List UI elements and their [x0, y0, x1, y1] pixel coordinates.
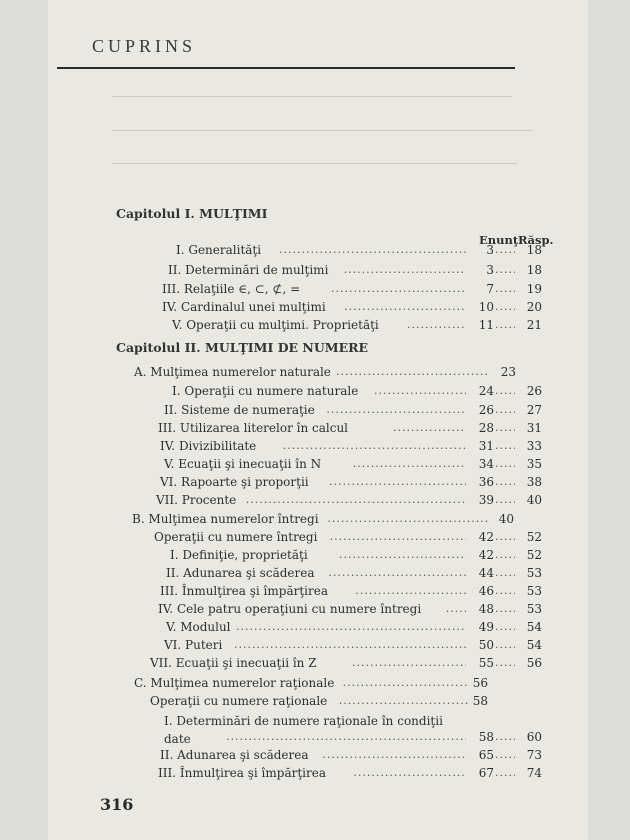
- page-ref-raspuns: 53: [526, 602, 542, 616]
- leader-dots: [495, 475, 515, 489]
- page-ref-enunt: 40: [498, 512, 514, 526]
- page-ref-enunt: 11: [478, 318, 494, 332]
- leader-dots: [495, 493, 515, 507]
- toc-entry-label: C. Mulţimea numerelor raţionale: [134, 676, 335, 690]
- chapter-2-heading: Capitolul II. MULŢIMI DE NUMERE: [116, 340, 369, 355]
- page-ref-raspuns: 54: [526, 620, 542, 634]
- toc-entry-label: I. Operaţii cu numere naturale: [172, 384, 359, 398]
- leader-dots: [495, 730, 515, 744]
- page-ref-raspuns: 53: [526, 566, 542, 580]
- toc-entry: [0, 638, 630, 654]
- page-ref-enunt: 46: [478, 584, 494, 598]
- leader-dots: [495, 748, 515, 762]
- toc-entry: [0, 584, 630, 600]
- page-ref-raspuns: 21: [526, 318, 542, 332]
- section-a: [0, 365, 630, 381]
- toc-entry: [0, 656, 630, 672]
- page-ref-raspuns: 56: [526, 656, 542, 670]
- page-ref-enunt: 24: [478, 384, 494, 398]
- page-ref-enunt: 31: [478, 439, 494, 453]
- leader-dots: [495, 318, 515, 332]
- page-ref-enunt: 36: [478, 475, 494, 489]
- page-ref-enunt: 56: [472, 676, 488, 690]
- page-ref-raspuns: 52: [526, 548, 542, 562]
- toc-entry-label: A. Mulţimea numerelor naturale: [134, 365, 331, 379]
- page-ref-enunt: 39: [478, 493, 494, 507]
- page-ref-enunt: 23: [500, 365, 516, 379]
- page-ref-raspuns: 60: [526, 730, 542, 744]
- toc-entry-label: IV. Divizibilitate: [160, 439, 257, 453]
- leader-dots: [330, 530, 466, 544]
- page-ref-enunt: 34: [478, 457, 494, 471]
- page-ref-raspuns: 40: [526, 493, 542, 507]
- toc-entry-label: VII. Ecuaţii şi inecuaţii în Z: [150, 656, 317, 670]
- toc-entry: [0, 766, 630, 782]
- toc-entry-label: V. Operaţii cu mulţimi. Proprietăţi: [172, 318, 379, 332]
- leader-dots: [339, 694, 468, 708]
- page-ref-raspuns: 74: [526, 766, 542, 780]
- leader-dots: [344, 263, 466, 277]
- page-ref-enunt: 44: [478, 566, 494, 580]
- leader-dots: [495, 282, 515, 296]
- leader-dots: [495, 620, 515, 634]
- toc-entry: [0, 602, 630, 618]
- leader-dots: [446, 602, 466, 616]
- leader-dots: [495, 457, 515, 471]
- toc-entry-label: V. Modulul: [166, 620, 231, 634]
- page-ref-enunt: 67: [478, 766, 494, 780]
- leader-dots: [495, 656, 515, 670]
- leader-dots: [326, 403, 466, 417]
- toc-entry-label: B. Mulţimea numerelor întregi: [132, 512, 319, 526]
- page-ref-raspuns: 38: [526, 475, 542, 489]
- page-ref-raspuns: 35: [526, 457, 542, 471]
- toc-entry: [0, 318, 630, 334]
- page-ref-raspuns: 73: [526, 748, 542, 762]
- leader-dots: [495, 421, 515, 435]
- page-ref-raspuns: 18: [526, 263, 542, 277]
- page-ref-enunt: 58: [472, 694, 488, 708]
- page-ref-enunt: 7: [486, 282, 494, 296]
- toc-entry-label: III. Înmulţirea şi împărţirea: [160, 584, 328, 598]
- divider: [112, 96, 512, 97]
- leader-dots: [495, 439, 515, 453]
- leader-dots: [495, 566, 515, 580]
- leader-dots: [322, 748, 466, 762]
- column-header-enunt: Enunţ: [479, 233, 519, 247]
- page-ref-raspuns: 27: [526, 403, 542, 417]
- toc-entry: [0, 475, 630, 491]
- leader-dots: [407, 318, 466, 332]
- toc-entry-label: V. Ecuaţii şi inecuaţii în N: [164, 457, 322, 471]
- toc-entry-label: Operaţii cu numere întregi: [154, 530, 318, 544]
- subsection-b: [0, 530, 630, 546]
- toc-entry-label: VI. Rapoarte şi proporţii: [160, 475, 309, 489]
- toc-entry: [0, 457, 630, 473]
- toc-entry: [0, 282, 630, 298]
- toc-entry: [0, 263, 630, 279]
- page-ref-enunt: 3: [486, 263, 494, 277]
- page-ref-enunt: 55: [478, 656, 494, 670]
- toc-entry: [0, 439, 630, 455]
- leader-dots: [339, 548, 466, 562]
- toc-entry-label: I. Definiţie, proprietăţi: [170, 548, 308, 562]
- divider: [112, 163, 517, 164]
- page-ref-raspuns: 19: [526, 282, 542, 296]
- leader-dots: [226, 730, 466, 744]
- toc-entry-label: II. Determinări de mulţimi: [168, 263, 329, 277]
- page-ref-raspuns: 18: [526, 243, 542, 257]
- page-title: CUPRINS: [92, 36, 197, 56]
- leader-dots: [328, 566, 466, 580]
- toc-entry: [0, 566, 630, 582]
- leader-dots: [246, 493, 466, 507]
- leader-dots: [352, 656, 466, 670]
- page-ref-enunt: 42: [478, 530, 494, 544]
- toc-entry: [0, 712, 630, 748]
- leader-dots: [374, 384, 466, 398]
- page-ref-enunt: 49: [478, 620, 494, 634]
- toc-entry-label: IV. Cele patru operaţiuni cu numere întregi: [158, 602, 422, 616]
- toc-entry: [0, 403, 630, 419]
- toc-entry: [0, 384, 630, 400]
- leader-dots: [495, 263, 515, 277]
- page-ref-enunt: 48: [478, 602, 494, 616]
- page-ref-raspuns: 20: [526, 300, 542, 314]
- toc-entry-label: III. Relaţiile ∈, ⊂, ⊄, =: [162, 282, 301, 296]
- toc-entry-label: III. Utilizarea literelor în calcul: [158, 421, 349, 435]
- divider: [112, 130, 532, 131]
- leader-dots: [355, 584, 466, 598]
- section-b: [0, 512, 630, 528]
- page-ref-enunt: 58: [478, 730, 494, 744]
- toc-entry-label: II. Sisteme de numeraţie: [164, 403, 315, 417]
- toc-entry: [0, 620, 630, 636]
- page-ref-raspuns: 31: [526, 421, 542, 435]
- leader-dots: [353, 766, 466, 780]
- leader-dots: [495, 530, 515, 544]
- page-ref-enunt: 10: [478, 300, 494, 314]
- toc-entry: [0, 243, 630, 259]
- leader-dots: [327, 512, 488, 526]
- toc-entry: [0, 421, 630, 437]
- toc-entry-label: I. Generalităţi: [176, 243, 262, 257]
- page-ref-enunt: 65: [478, 748, 494, 762]
- page-ref-raspuns: 33: [526, 439, 542, 453]
- leader-dots: [495, 243, 515, 257]
- leader-dots: [336, 365, 488, 379]
- leader-dots: [495, 548, 515, 562]
- column-header-rasp: Răsp.: [518, 233, 554, 247]
- toc-entry-label: VI. Puteri: [164, 638, 223, 652]
- chapter-1-heading: Capitolul I. MULŢIMI: [116, 206, 268, 221]
- leader-dots: [495, 403, 515, 417]
- page-ref-raspuns: 53: [526, 584, 542, 598]
- page-number: 316: [100, 795, 134, 814]
- subsection-c: [0, 694, 630, 710]
- page-ref-enunt: 26: [478, 403, 494, 417]
- toc-entry-label: III. Înmulţirea şi împărţirea: [158, 766, 326, 780]
- leader-dots: [344, 300, 466, 314]
- leader-dots: [329, 475, 466, 489]
- title-rule: [57, 67, 515, 69]
- section-c: [0, 676, 630, 692]
- leader-dots: [495, 602, 515, 616]
- page-ref-raspuns: 54: [526, 638, 542, 652]
- toc-entry-label: IV. Cardinalul unei mulţimi: [162, 300, 326, 314]
- leader-dots: [495, 300, 515, 314]
- page-ref-raspuns: 52: [526, 530, 542, 544]
- toc-entry: [0, 493, 630, 509]
- toc-entry: [0, 748, 630, 764]
- leader-dots: [495, 766, 515, 780]
- leader-dots: [279, 243, 466, 257]
- page-ref-enunt: 3: [486, 243, 494, 257]
- page-ref-enunt: 50: [478, 638, 494, 652]
- leader-dots: [283, 439, 466, 453]
- leader-dots: [495, 638, 515, 652]
- toc-entry-label: I. Determinări de numere raţionale în condiţii date: [164, 714, 443, 746]
- leader-dots: [236, 620, 466, 634]
- toc-entry-label: II. Adunarea şi scăderea: [166, 566, 315, 580]
- leader-dots: [343, 676, 468, 690]
- leader-dots: [495, 584, 515, 598]
- page-ref-enunt: 28: [478, 421, 494, 435]
- page-ref-enunt: 42: [478, 548, 494, 562]
- toc-entry: [0, 548, 630, 564]
- leader-dots: [393, 421, 466, 435]
- leader-dots: [234, 638, 466, 652]
- page-ref-raspuns: 26: [526, 384, 542, 398]
- toc-entry-label: Operaţii cu numere raţionale: [150, 694, 328, 708]
- toc-entry: [0, 300, 630, 316]
- leader-dots: [331, 282, 466, 296]
- leader-dots: [495, 384, 515, 398]
- toc-entry-label: II. Adunarea şi scăderea: [160, 748, 309, 762]
- leader-dots: [353, 457, 466, 471]
- toc-entry-label: VII. Procente: [156, 493, 237, 507]
